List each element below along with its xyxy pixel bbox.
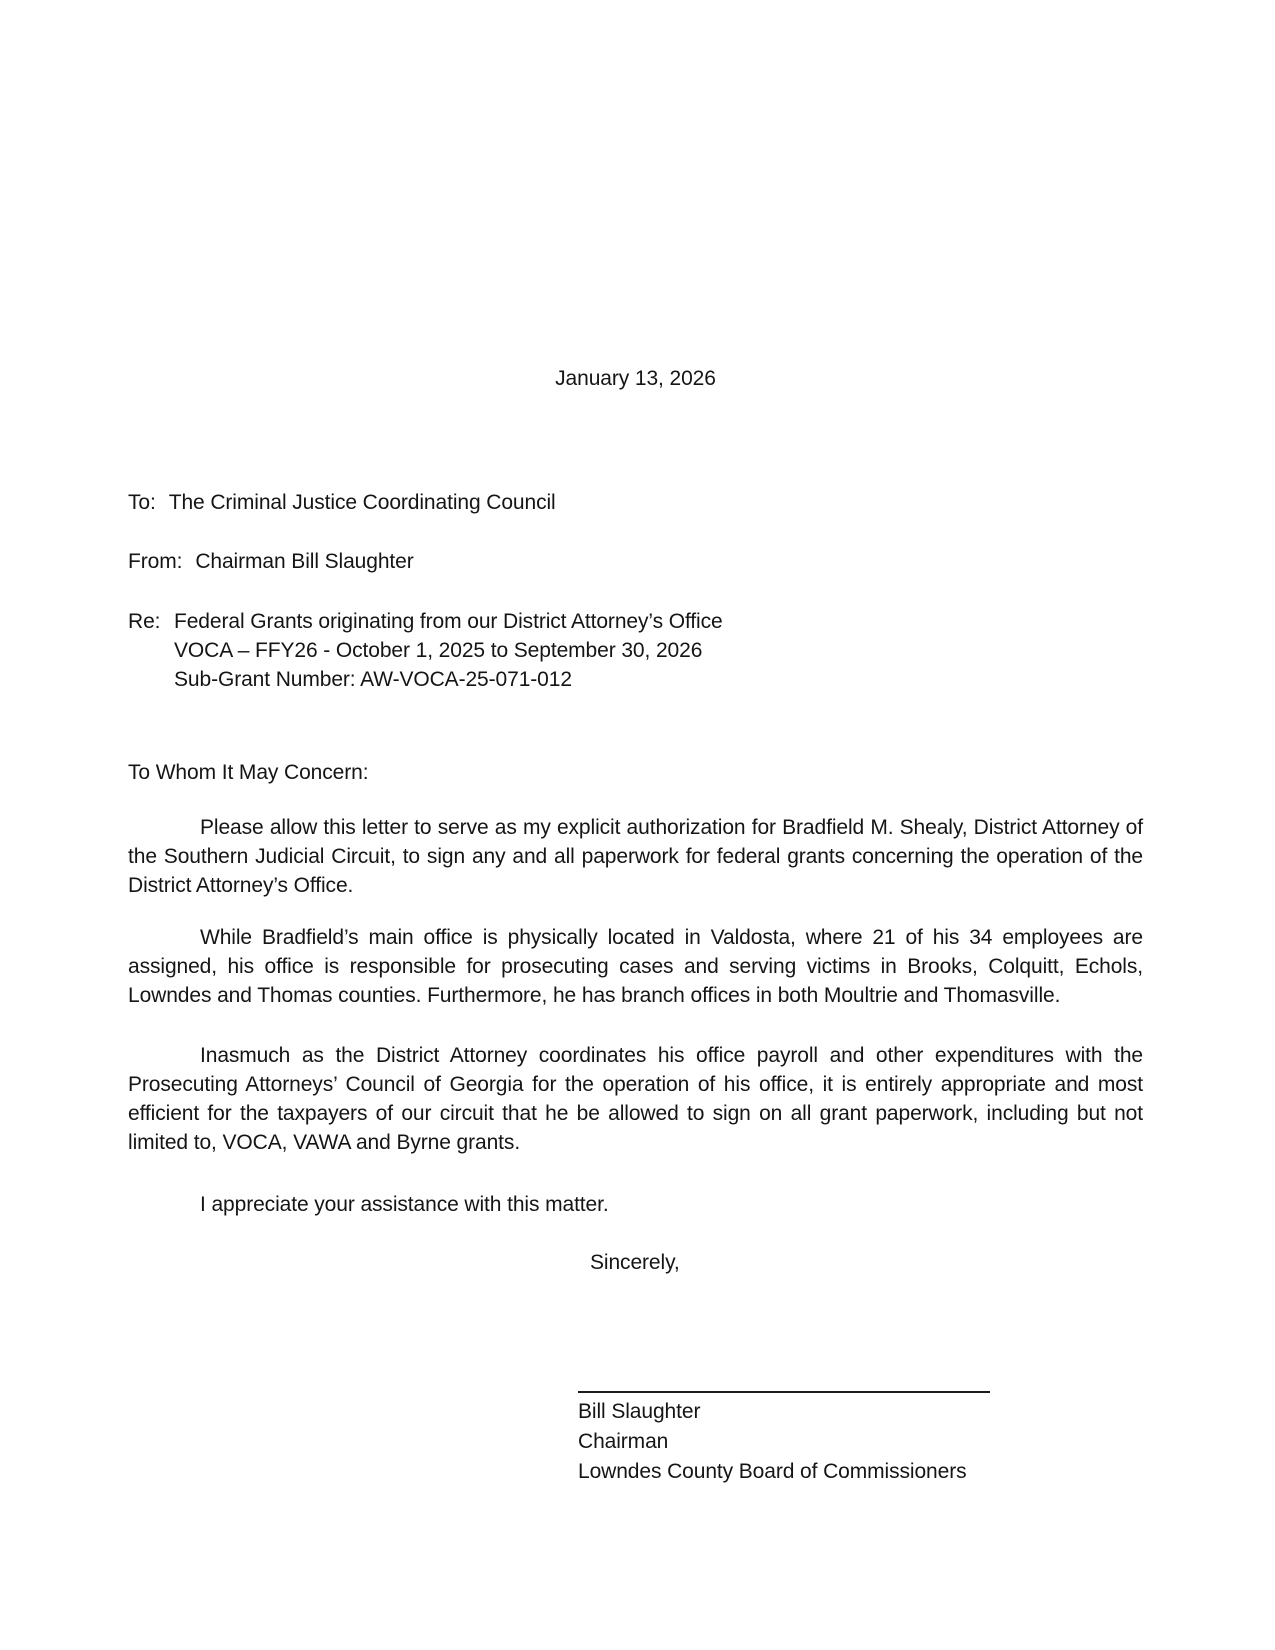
- signature-line: [578, 1391, 990, 1393]
- signature-title: Chairman: [578, 1430, 669, 1453]
- to-value: The Criminal Justice Coordinating Council: [168, 491, 556, 514]
- re-subject-line: Federal Grants originating from our District Attorney’s Office: [174, 610, 723, 633]
- letter-content: [128, 364, 1143, 1487]
- to-label: To:: [128, 491, 156, 514]
- from-label: From:: [128, 550, 183, 573]
- salutation: To Whom It May Concern:: [128, 761, 369, 784]
- re-label: Re:: [128, 610, 161, 633]
- body-paragraph-authorization: Please allow this letter to serve as my explicit authorization for Bradfield M. Shealy, District Attorney of the Southern Judicial Circuit, to sign any and all paperwork for federal grants concerning the operation of the District Attorney’s Office.: [128, 816, 1143, 897]
- body-paragraph-offices: While Bradfield’s main office is physically located in Valdosta, where 21 of his 34 employees are assigned, his office is responsible for prosecuting cases and serving victims in Brooks, Colquitt, Echols, Lowndes and Thomas counties. Furthermore, he has branch offices in both Moultrie and Thomasville.: [128, 926, 1143, 1007]
- body-paragraph-grants: Inasmuch as the District Attorney coordinates his office payroll and other expenditures with the Prosecuting Attorneys’ Council of Georgia for the operation of his office, it is entirely appropriate and most efficient for the taxpayers of our circuit that he be allowed to sign on all grant paperwork, including but not limited to, VOCA, VAWA and Byrne grants.: [128, 1044, 1143, 1154]
- letter-date: January 13, 2026: [555, 367, 716, 390]
- closing: Sincerely,: [590, 1251, 680, 1274]
- re-block: [128, 607, 1143, 694]
- signature-block: [578, 1391, 1143, 1487]
- from-value: Chairman Bill Slaughter: [195, 550, 414, 573]
- from-line: [128, 547, 1143, 576]
- to-line: [128, 488, 1143, 517]
- re-grant-period-line: VOCA – FFY26 - October 1, 2025 to September 30, 2026: [174, 639, 703, 662]
- signature-organization: Lowndes County Board of Commissioners: [578, 1460, 967, 1483]
- appreciation-line: I appreciate your assistance with this matter.: [200, 1193, 609, 1216]
- signature-name: Bill Slaughter: [578, 1400, 701, 1423]
- re-subgrant-number-line: Sub-Grant Number: AW-VOCA-25-071-012: [174, 668, 572, 691]
